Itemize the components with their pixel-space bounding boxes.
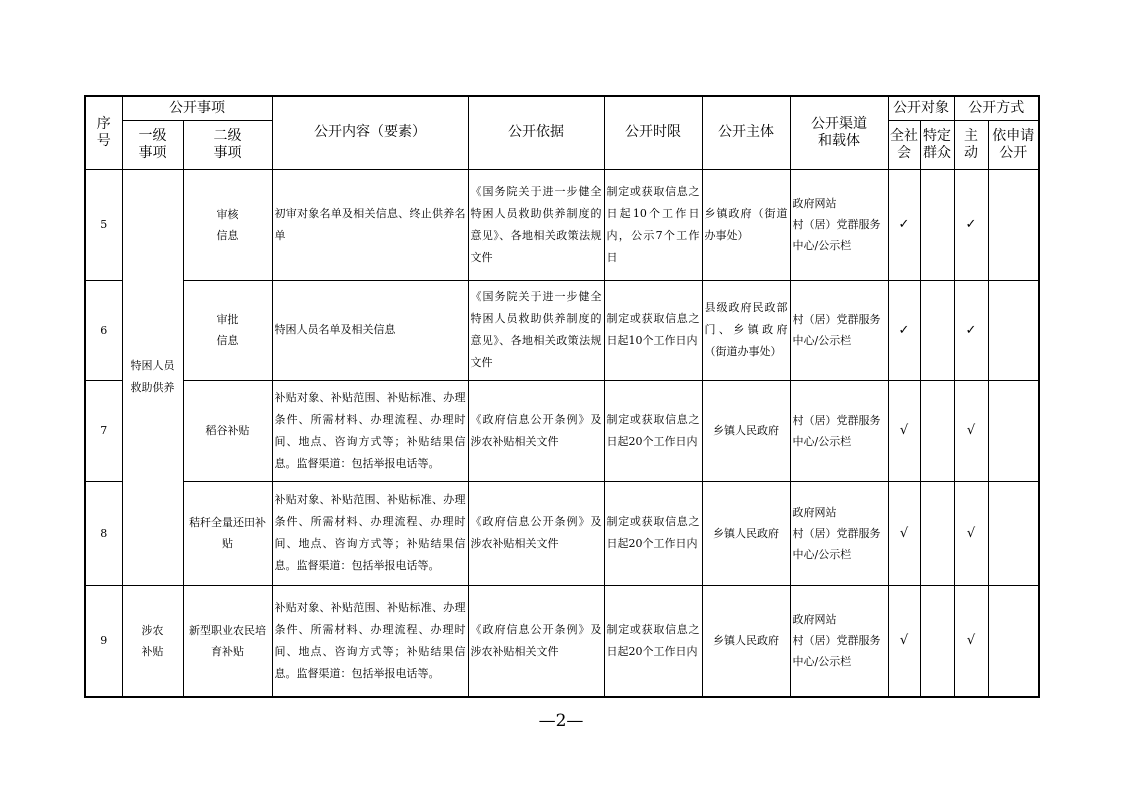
row-subject: 乡镇人民政府 bbox=[702, 585, 790, 697]
row-request-check bbox=[988, 481, 1039, 585]
row-subject: 乡镇人民政府 bbox=[702, 481, 790, 585]
header-channel: 公开渠道和载体 bbox=[790, 96, 888, 169]
row-basis: 《政府信息公开条例》及涉农补贴相关文件 bbox=[468, 380, 604, 481]
header-time-limit: 公开时限 bbox=[604, 96, 702, 169]
header-target-group: 公开对象 bbox=[888, 96, 954, 120]
row-basis: 《政府信息公开条例》及涉农补贴相关文件 bbox=[468, 585, 604, 697]
header-target-specific: 特定群众 bbox=[920, 120, 954, 169]
row-all-check: √ bbox=[888, 481, 920, 585]
header-basis: 公开依据 bbox=[468, 96, 604, 169]
row-content: 补贴对象、补贴范围、补贴标准、办理条件、所需材料、办理流程、办理时间、地点、咨询方式等；补贴结果信息。监督渠道：包括举报电话等。 bbox=[272, 380, 468, 481]
row-seq: 5 bbox=[85, 169, 122, 280]
page-number: —2— bbox=[538, 711, 584, 731]
header-target-all: 全社会 bbox=[888, 120, 920, 169]
row-request-check bbox=[988, 169, 1039, 280]
row-content: 补贴对象、补贴范围、补贴标准、办理条件、所需材料、办理流程、办理时间、地点、咨询方式等；补贴结果信息。监督渠道：包括举报电话等。 bbox=[272, 481, 468, 585]
row-subject: 县级政府民政部门、乡镇政府（街道办事处） bbox=[702, 280, 790, 380]
header-content: 公开内容（要素） bbox=[272, 96, 468, 169]
row-specific-check bbox=[920, 169, 954, 280]
header-method-request: 依申请公开 bbox=[988, 120, 1039, 169]
row-time-limit: 制定或获取信息之日起20个工作日内 bbox=[604, 585, 702, 697]
row-basis: 《国务院关于进一步健全特困人员救助供养制度的意见》、各地相关政策法规文件 bbox=[468, 169, 604, 280]
row-level1: 涉农补贴 bbox=[122, 585, 183, 697]
row-level2: 审核信息 bbox=[183, 169, 272, 280]
row-subject: 乡镇政府（街道办事处） bbox=[702, 169, 790, 280]
level1-merged-cell: 特困人员救助供养 bbox=[122, 169, 183, 585]
row-specific-check bbox=[920, 585, 954, 697]
row-level2: 审批信息 bbox=[183, 280, 272, 380]
row-seq: 6 bbox=[85, 280, 122, 380]
row-active-check: ✓ bbox=[954, 280, 988, 380]
row-content: 初审对象名单及相关信息、终止供养名单 bbox=[272, 169, 468, 280]
row-specific-check bbox=[920, 280, 954, 380]
row-request-check bbox=[988, 380, 1039, 481]
row-time-limit: 制定或获取信息之日起10个工作日内，公示7个工作日 bbox=[604, 169, 702, 280]
table-row bbox=[85, 481, 1039, 585]
row-active-check: √ bbox=[954, 481, 988, 585]
row-all-check: ✓ bbox=[888, 169, 920, 280]
header-method-active: 主动 bbox=[954, 120, 988, 169]
header-seq: 序号 bbox=[85, 96, 122, 169]
row-all-check: √ bbox=[888, 585, 920, 697]
table-row bbox=[85, 169, 1039, 280]
header-level2: 二级事项 bbox=[183, 120, 272, 169]
header-subject: 公开主体 bbox=[702, 96, 790, 169]
table-row bbox=[85, 280, 1039, 380]
row-request-check bbox=[988, 280, 1039, 380]
row-subject: 乡镇人民政府 bbox=[702, 380, 790, 481]
row-all-check: √ bbox=[888, 380, 920, 481]
row-time-limit: 制定或获取信息之日起10个工作日内 bbox=[604, 280, 702, 380]
row-seq: 8 bbox=[85, 481, 122, 585]
header-items-group: 公开事项 bbox=[122, 96, 272, 120]
row-content: 特困人员名单及相关信息 bbox=[272, 280, 468, 380]
row-channel: 村（居）党群服务中心/公示栏 bbox=[790, 280, 888, 380]
row-seq: 7 bbox=[85, 380, 122, 481]
row-active-check: ✓ bbox=[954, 169, 988, 280]
row-channel: 政府网站 村（居）党群服务中心/公示栏 bbox=[790, 169, 888, 280]
row-specific-check bbox=[920, 380, 954, 481]
row-channel: 政府网站 村（居）党群服务中心/公示栏 bbox=[790, 481, 888, 585]
row-time-limit: 制定或获取信息之日起20个工作日内 bbox=[604, 380, 702, 481]
row-level2: 稻谷补贴 bbox=[183, 380, 272, 481]
row-level2: 新型职业农民培育补贴 bbox=[183, 585, 272, 697]
row-basis: 《政府信息公开条例》及涉农补贴相关文件 bbox=[468, 481, 604, 585]
row-seq: 9 bbox=[85, 585, 122, 697]
row-request-check bbox=[988, 585, 1039, 697]
row-time-limit: 制定或获取信息之日起20个工作日内 bbox=[604, 481, 702, 585]
row-basis: 《国务院关于进一步健全特困人员救助供养制度的意见》、各地相关政策法规文件 bbox=[468, 280, 604, 380]
row-content: 补贴对象、补贴范围、补贴标准、办理条件、所需材料、办理流程、办理时间、地点、咨询方式等；补贴结果信息。监督渠道：包括举报电话等。 bbox=[272, 585, 468, 697]
row-channel: 政府网站 村（居）党群服务中心/公示栏 bbox=[790, 585, 888, 697]
header-method-group: 公开方式 bbox=[954, 96, 1039, 120]
disclosure-table bbox=[84, 95, 1040, 698]
row-active-check: √ bbox=[954, 585, 988, 697]
row-level2: 秸秆全量还田补贴 bbox=[183, 481, 272, 585]
table-row bbox=[85, 585, 1039, 697]
header-level1: 一级事项 bbox=[122, 120, 183, 169]
row-specific-check bbox=[920, 481, 954, 585]
row-channel: 村（居）党群服务中心/公示栏 bbox=[790, 380, 888, 481]
table-row bbox=[85, 380, 1039, 481]
row-active-check: √ bbox=[954, 380, 988, 481]
row-all-check: ✓ bbox=[888, 280, 920, 380]
